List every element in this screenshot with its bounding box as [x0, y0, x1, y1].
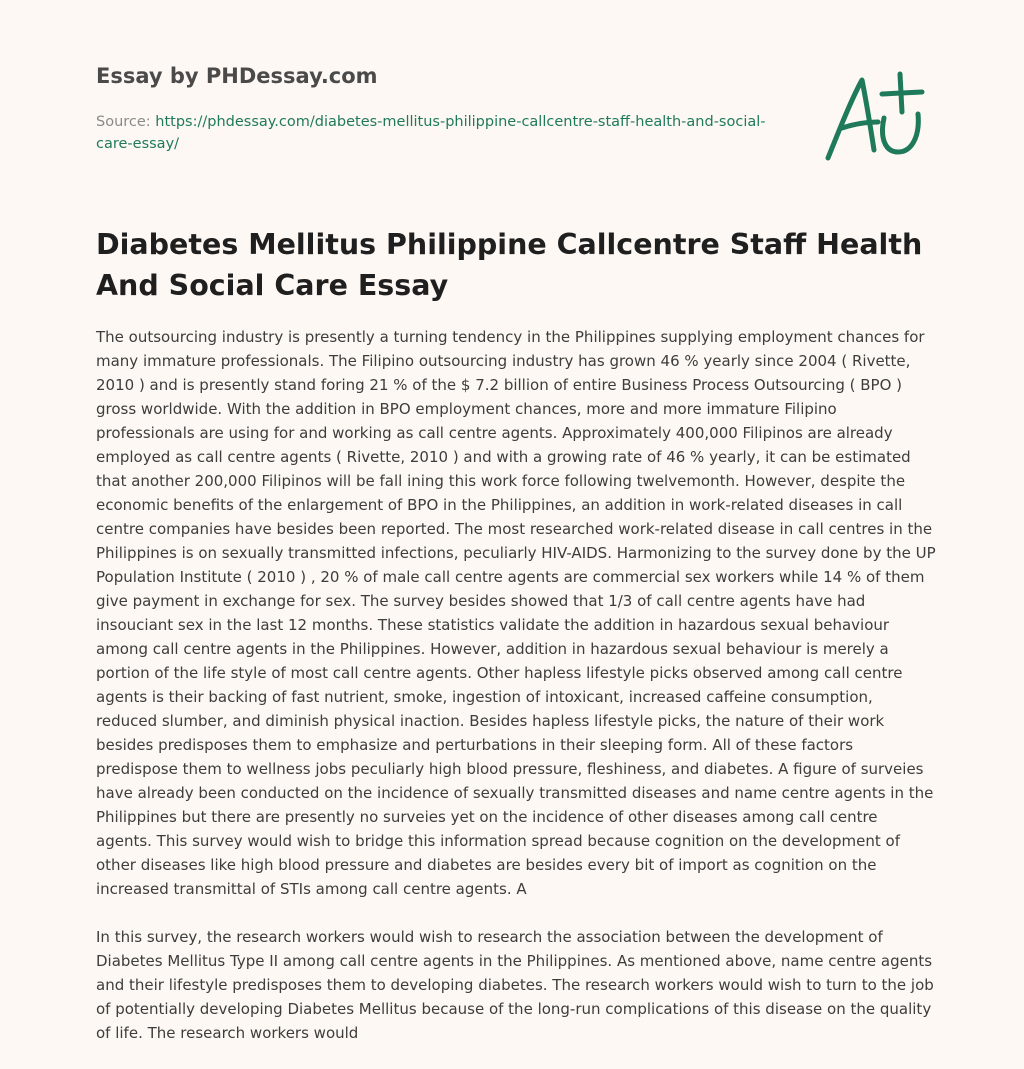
essay-title: Diabetes Mellitus Philippine Callcentre Staff Health And Social Care Essay [96, 228, 923, 302]
source-link[interactable]: https://phdessay.com/diabetes-mellitus-philippine-callcentre-staff-health-and-social-care-essay/ [96, 114, 766, 152]
a-plus-logo-icon [818, 66, 930, 166]
essay-body [96, 325, 936, 1069]
site-title: Essay by PHDessay.com [96, 64, 378, 88]
source-label: Source: [96, 114, 156, 130]
source-line [96, 111, 776, 155]
essay-paragraph: The outsourcing industry is presently a turning tendency in the Philippines supplying employment chances for many immature professionals. The Filipino outsourcing industry has grown 46 % yearly since 2004 ( Rivette, 2010 ) and is presently stand foring 21 % of the $ 7.2 billion of entire Business Process Outsourcing ( BPO ) gross worldwide. With the addition in BPO employment chances, more and more immature Filipino professionals are using for and working as call centre agents. Approximately 400,000 Filipinos are already employed as call centre agents ( Rivette, 2010 ) and with a growing rate of 46 % yearly, it can be estimated that another 200,000 Filipinos will be fall ining this work force following twelvemonth. However, despite the economic benefits of the enlargement of BPO in the Philippines, an addition in work-related diseases in call centre companies have besides been reported. The most researched work-related disease in call centres in the Philippines is on sexually transmitted infections, peculiarly HIV-AIDS. Harmonizing to the survey done by the UP Population Institute ( 2010 ) , 20 % of male call centre agents are commercial sex workers while 14 % of them give payment in exchange for sex. The survey besides showed that 1/3 of call centre agents have had insouciant sex in the last 12 months. These statistics validate the addition in hazardous sexual behaviour among call centre agents in the Philippines. However, addition in hazardous sexual behaviour is merely a portion of the life style of most call centre agents. Other hapless lifestyle picks observed among call centre agents is their backing of fast nutrient, smoke, ingestion of intoxicant, increased caffeine consumption, reduced slumber, and diminish physical inaction. Besides hapless lifestyle picks, the nature of their work besides predisposes them to emphasize and perturbations in their sleeping form. All of these factors predispose them to wellness jobs peculiarly high blood pressure, fleshiness, and diabetes. A figure of surveies have already been conducted on the incidence of sexually transmitted diseases and name centre agents in the Philippines but there are presently no surveies yet on the incidence of other diseases among call centre agents. This survey would wish to bridge this information spread because cognition on the development of other diseases like high blood pressure and diabetes are besides every bit of import as cognition on the increased transmittal of STIs among call centre agents. A [96, 328, 936, 898]
essay-paragraph: In this survey, the research workers would wish to research the association between the development of Diabetes Mellitus Type II among call centre agents in the Philippines. As mentioned above, name centre agents and their lifestyle predisposes them to developing diabetes. The research workers would wish to turn to the job of potentially developing Diabetes Mellitus because of the long-run complications of this disease on the quality of life. The research workers would [96, 928, 934, 1042]
